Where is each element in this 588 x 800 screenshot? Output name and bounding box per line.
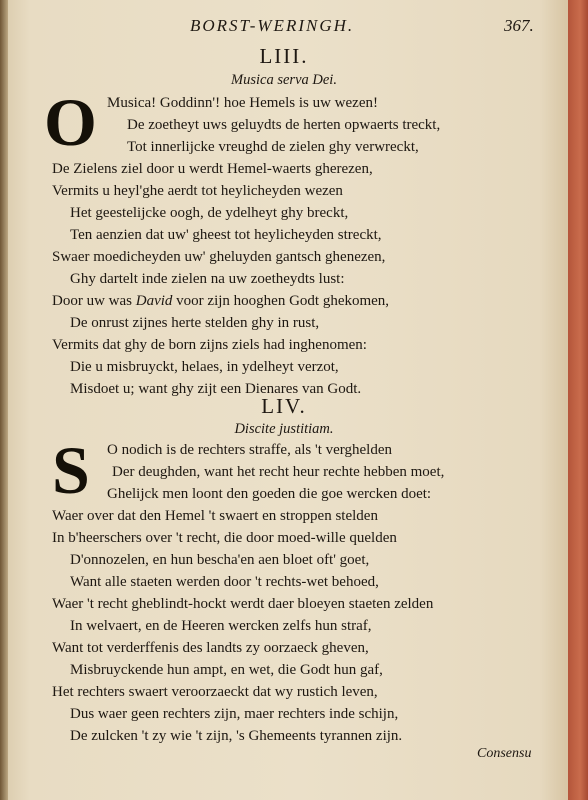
verse-line: Tot innerlijcke vreughd de zielen ghy verwreckt, bbox=[127, 139, 419, 155]
verse-line: Ten aenzien dat uw' gheest tot heylicheyden streckt, bbox=[70, 227, 382, 243]
page-edge bbox=[568, 0, 588, 800]
verse-line: Misbruyckende hun ampt, en wet, die Godt hun gaf, bbox=[70, 662, 383, 678]
verse-line: De Zielens ziel door u werdt Hemel-waerts gherezen, bbox=[52, 161, 373, 177]
verse-line: D'onnozelen, en hun bescha'en aen bloet oft' goet, bbox=[70, 552, 370, 568]
verse-text: voor zijn hooghen Godt ghekomen, bbox=[176, 293, 390, 309]
verse-line: Misdoet u; want ghy zijt een Dienares van Godt. bbox=[70, 381, 362, 397]
verse-line: In welvaert, en de Heeren wercken zelfs hun straf, bbox=[70, 618, 372, 634]
verse-line: Vermits u heyl'ghe aerdt tot heylicheyden wezen bbox=[52, 183, 343, 199]
verse-line bbox=[52, 291, 389, 311]
verse-line: Vermits dat ghy de born zijns ziels had inghenomen: bbox=[52, 337, 367, 353]
poem-subtitle: Discite justitiam. bbox=[234, 421, 334, 437]
verse-line: Het rechters swaert veroorzaeckt dat wy rustich leven, bbox=[52, 684, 378, 700]
verse-line: Want alle staeten werden door 't rechts-wet behoed, bbox=[70, 574, 379, 590]
verse-line: O nodich is de rechters straffe, als 't verghelden bbox=[107, 442, 392, 458]
verse-line: Dus waer geen rechters zijn, maer rechters inde schijn, bbox=[70, 706, 399, 722]
verse-line: Die u misbruyckt, helaes, in ydelheyt verzot, bbox=[70, 359, 339, 375]
catchword: Consensu bbox=[477, 746, 532, 761]
verse-line: In b'heerschers over 't recht, die door moed-wille quelden bbox=[52, 530, 397, 546]
verse-line: De zoetheyt uws geluydts de herten opwaerts treckt, bbox=[127, 117, 441, 133]
verse-line: De onrust zijnes herte stelden ghy in rust, bbox=[70, 315, 320, 331]
verse-line: Want tot verderffenis des landts zy oorzaeck gheven, bbox=[52, 640, 369, 656]
verse-line: Waer over dat den Hemel 't swaert en stroppen stelden bbox=[52, 508, 378, 524]
poem-number: LIII. bbox=[259, 44, 309, 68]
drop-cap: S bbox=[52, 432, 90, 508]
name-david: David bbox=[135, 293, 173, 309]
verse-line: Der deughden, want het recht heur rechte hebben moet, bbox=[112, 464, 445, 480]
verse-line: De zulcken 't zy wie 't zijn, 's Ghemeents tyrannen zijn. bbox=[70, 728, 403, 744]
drop-cap: O bbox=[44, 84, 97, 160]
verse-line: Musica! Goddinn'! hoe Hemels is uw wezen! bbox=[107, 95, 378, 111]
verse-line: Waer 't recht gheblindt-hockt werdt daer bloeyen staeten zelden bbox=[52, 596, 434, 612]
poem-subtitle: Musica serva Dei. bbox=[231, 72, 337, 88]
verse-line: Het geestelijcke oogh, de ydelheyt ghy breckt, bbox=[70, 205, 349, 221]
poem-number: LIV. bbox=[261, 394, 307, 418]
running-header: BORST-WERINGH. bbox=[190, 16, 355, 35]
verse-text: Door uw was bbox=[52, 293, 132, 309]
verse-line: Ghy dartelt inde zielen na uw zoetheydts lust: bbox=[70, 271, 345, 287]
page-number: 367. bbox=[504, 16, 534, 35]
verse-line: Ghelijck men loont den goeden die goe wercken doet: bbox=[107, 486, 432, 502]
verse-line: Swaer moedicheyden uw' gheluyden gantsch ghenezen, bbox=[52, 249, 386, 265]
